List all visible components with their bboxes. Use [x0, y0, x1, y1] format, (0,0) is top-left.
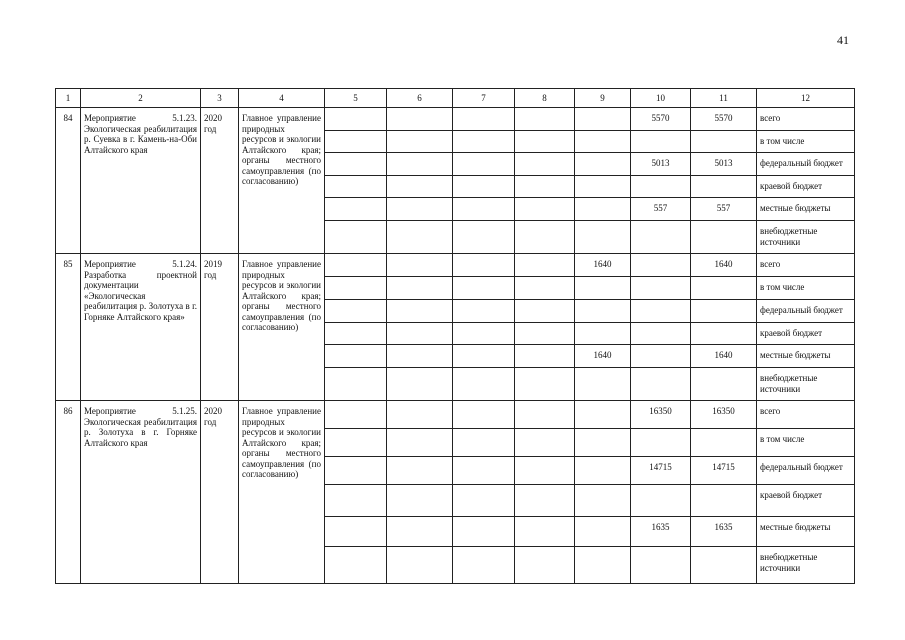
- empty-cell: [453, 429, 515, 457]
- activity-executor: Главное управление природных ресурсов и экологии Алтайского края; органы местного самоуправления (по согласованию): [239, 254, 325, 401]
- empty-cell: [325, 547, 387, 584]
- value-col-10: [631, 547, 691, 584]
- empty-cell: [515, 131, 575, 153]
- funding-source-label: всего: [757, 401, 855, 429]
- empty-cell: [515, 547, 575, 584]
- value-col-11: 5013: [691, 153, 757, 176]
- empty-cell: [453, 323, 515, 345]
- empty-cell: [325, 401, 387, 429]
- empty-cell: [387, 153, 453, 176]
- empty-cell: [325, 176, 387, 198]
- header-cell: 5: [325, 89, 387, 108]
- activity-executor: Главное управление природных ресурсов и экологии Алтайского края; органы местного самоуправления (по согласованию): [239, 401, 325, 584]
- empty-cell: [325, 300, 387, 323]
- table-row: [56, 401, 855, 429]
- value-col-9: [575, 198, 631, 221]
- empty-cell: [325, 345, 387, 368]
- value-col-10: 557: [631, 198, 691, 221]
- value-col-9: [575, 176, 631, 198]
- value-col-10: [631, 277, 691, 300]
- empty-cell: [515, 368, 575, 401]
- empty-cell: [453, 345, 515, 368]
- value-col-9: 1640: [575, 345, 631, 368]
- value-col-10: 5570: [631, 108, 691, 131]
- empty-cell: [515, 345, 575, 368]
- funding-source-label: всего: [757, 108, 855, 131]
- header-row: [56, 89, 855, 108]
- value-col-11: [691, 323, 757, 345]
- empty-cell: [325, 457, 387, 485]
- value-col-9: [575, 277, 631, 300]
- program-table: [55, 88, 855, 584]
- value-col-9: [575, 368, 631, 401]
- empty-cell: [325, 198, 387, 221]
- activity-name: Мероприятие 5.1.24. Разработка проектной документации «Экологическая реабилитация р. Золотуха в г. Горняке Алтайского края»: [81, 254, 201, 401]
- value-col-9: [575, 221, 631, 254]
- empty-cell: [387, 198, 453, 221]
- header-cell: 2: [81, 89, 201, 108]
- empty-cell: [515, 277, 575, 300]
- empty-cell: [453, 198, 515, 221]
- empty-cell: [387, 345, 453, 368]
- header-cell: 11: [691, 89, 757, 108]
- funding-source-label: внебюджетные источники: [757, 547, 855, 584]
- header-cell: 8: [515, 89, 575, 108]
- value-col-11: 16350: [691, 401, 757, 429]
- funding-source-label: федеральный бюджет: [757, 300, 855, 323]
- empty-cell: [325, 429, 387, 457]
- empty-cell: [387, 401, 453, 429]
- empty-cell: [453, 300, 515, 323]
- empty-cell: [515, 401, 575, 429]
- funding-source-label: краевой бюджет: [757, 176, 855, 198]
- value-col-11: [691, 131, 757, 153]
- value-col-11: [691, 368, 757, 401]
- empty-cell: [387, 300, 453, 323]
- value-col-11: 1640: [691, 345, 757, 368]
- empty-cell: [325, 323, 387, 345]
- header-cell: 7: [453, 89, 515, 108]
- value-col-11: [691, 485, 757, 517]
- empty-cell: [453, 401, 515, 429]
- value-col-9: [575, 547, 631, 584]
- empty-cell: [515, 323, 575, 345]
- value-col-10: [631, 131, 691, 153]
- empty-cell: [387, 323, 453, 345]
- table-row: [56, 108, 855, 131]
- funding-source-label: местные бюджеты: [757, 198, 855, 221]
- empty-cell: [325, 153, 387, 176]
- empty-cell: [515, 429, 575, 457]
- empty-cell: [387, 457, 453, 485]
- value-col-9: [575, 108, 631, 131]
- value-col-10: [631, 323, 691, 345]
- empty-cell: [325, 108, 387, 131]
- value-col-10: [631, 176, 691, 198]
- empty-cell: [515, 108, 575, 131]
- funding-source-label: местные бюджеты: [757, 345, 855, 368]
- funding-source-label: краевой бюджет: [757, 485, 855, 517]
- funding-source-label: в том числе: [757, 429, 855, 457]
- empty-cell: [325, 485, 387, 517]
- value-col-9: [575, 401, 631, 429]
- empty-cell: [325, 254, 387, 277]
- empty-cell: [515, 517, 575, 547]
- row-number: 86: [56, 401, 81, 584]
- empty-cell: [453, 108, 515, 131]
- empty-cell: [387, 254, 453, 277]
- empty-cell: [325, 277, 387, 300]
- page-number: 41: [837, 33, 849, 47]
- activity-name: Мероприятие 5.1.25. Экологическая реабилитация р. Золотуха в г. Горняке Алтайского края: [81, 401, 201, 584]
- value-col-10: [631, 485, 691, 517]
- value-col-10: [631, 368, 691, 401]
- value-col-11: [691, 277, 757, 300]
- value-col-11: 5570: [691, 108, 757, 131]
- value-col-9: [575, 300, 631, 323]
- value-col-11: [691, 176, 757, 198]
- empty-cell: [515, 300, 575, 323]
- empty-cell: [387, 429, 453, 457]
- row-number: 85: [56, 254, 81, 401]
- empty-cell: [387, 547, 453, 584]
- value-col-9: [575, 429, 631, 457]
- empty-cell: [387, 277, 453, 300]
- value-col-11: 1635: [691, 517, 757, 547]
- empty-cell: [515, 457, 575, 485]
- empty-cell: [453, 517, 515, 547]
- empty-cell: [453, 277, 515, 300]
- empty-cell: [387, 368, 453, 401]
- activity-year: 2020 год: [201, 401, 239, 584]
- funding-source-label: внебюджетные источники: [757, 368, 855, 401]
- empty-cell: [515, 176, 575, 198]
- value-col-10: 1635: [631, 517, 691, 547]
- empty-cell: [453, 176, 515, 198]
- header-cell: 1: [56, 89, 81, 108]
- value-col-9: [575, 457, 631, 485]
- value-col-11: [691, 429, 757, 457]
- value-col-9: [575, 517, 631, 547]
- value-col-11: 1640: [691, 254, 757, 277]
- empty-cell: [387, 131, 453, 153]
- empty-cell: [515, 485, 575, 517]
- empty-cell: [453, 457, 515, 485]
- activity-executor: Главное управление природных ресурсов и экологии Алтайского края; органы местного самоуправления (по согласованию): [239, 108, 325, 254]
- value-col-10: [631, 429, 691, 457]
- empty-cell: [515, 198, 575, 221]
- funding-source-label: внебюджетные источники: [757, 221, 855, 254]
- value-col-10: [631, 254, 691, 277]
- value-col-11: [691, 221, 757, 254]
- value-col-10: [631, 300, 691, 323]
- empty-cell: [515, 221, 575, 254]
- empty-cell: [453, 485, 515, 517]
- header-cell: 9: [575, 89, 631, 108]
- empty-cell: [325, 517, 387, 547]
- empty-cell: [387, 517, 453, 547]
- funding-source-label: федеральный бюджет: [757, 457, 855, 485]
- value-col-10: 14715: [631, 457, 691, 485]
- empty-cell: [387, 485, 453, 517]
- empty-cell: [453, 254, 515, 277]
- funding-source-label: в том числе: [757, 131, 855, 153]
- empty-cell: [325, 131, 387, 153]
- value-col-11: [691, 547, 757, 584]
- empty-cell: [325, 368, 387, 401]
- value-col-11: [691, 300, 757, 323]
- value-col-9: 1640: [575, 254, 631, 277]
- value-col-11: 14715: [691, 457, 757, 485]
- value-col-9: [575, 485, 631, 517]
- funding-source-label: краевой бюджет: [757, 323, 855, 345]
- funding-source-label: всего: [757, 254, 855, 277]
- row-number: 84: [56, 108, 81, 254]
- value-col-10: [631, 221, 691, 254]
- value-col-10: 5013: [631, 153, 691, 176]
- value-col-11: 557: [691, 198, 757, 221]
- value-col-10: 16350: [631, 401, 691, 429]
- funding-source-label: местные бюджеты: [757, 517, 855, 547]
- empty-cell: [453, 547, 515, 584]
- value-col-9: [575, 131, 631, 153]
- empty-cell: [387, 108, 453, 131]
- header-cell: 4: [239, 89, 325, 108]
- empty-cell: [515, 153, 575, 176]
- empty-cell: [515, 254, 575, 277]
- header-cell: 6: [387, 89, 453, 108]
- empty-cell: [453, 153, 515, 176]
- activity-year: 2019 год: [201, 254, 239, 401]
- empty-cell: [387, 221, 453, 254]
- empty-cell: [325, 221, 387, 254]
- value-col-9: [575, 153, 631, 176]
- empty-cell: [453, 131, 515, 153]
- header-cell: 10: [631, 89, 691, 108]
- header-cell: 12: [757, 89, 855, 108]
- activity-name: Мероприятие 5.1.23. Экологическая реабилитация р. Суевка в г. Камень-на-Оби Алтайского края: [81, 108, 201, 254]
- empty-cell: [453, 221, 515, 254]
- empty-cell: [453, 368, 515, 401]
- funding-source-label: в том числе: [757, 277, 855, 300]
- empty-cell: [387, 176, 453, 198]
- funding-source-label: федеральный бюджет: [757, 153, 855, 176]
- value-col-9: [575, 323, 631, 345]
- header-cell: 3: [201, 89, 239, 108]
- activity-year: 2020 год: [201, 108, 239, 254]
- value-col-10: [631, 345, 691, 368]
- table-row: [56, 254, 855, 277]
